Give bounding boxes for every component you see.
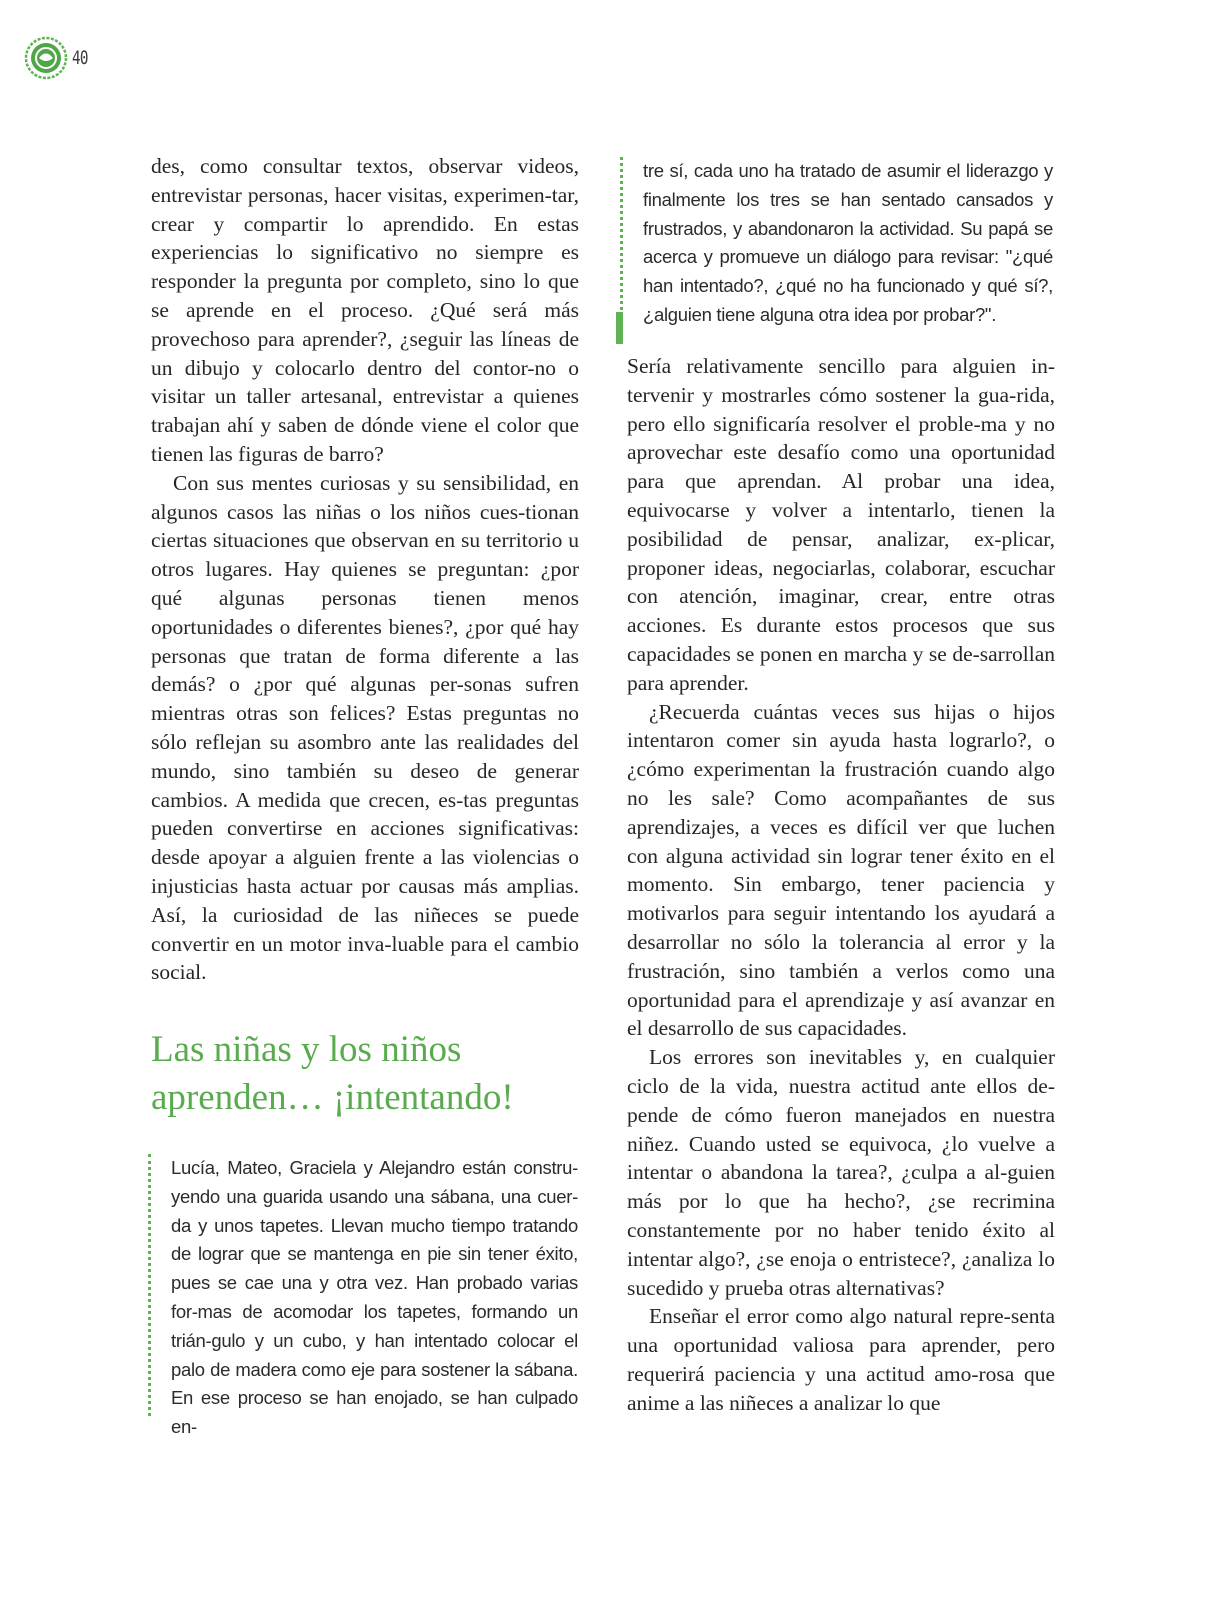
paragraph: Con sus mentes curiosas y su sensibilidad, en algunos casos las niñas o los niños cues-tionan ciertas situaciones que observan en su territorio u otros lugares. Hay quienes se preguntan: ¿por qué algunas personas tienen menos oportunidades o diferentes bienes?, ¿por qué hay personas que tratan de forma diferente a las demás? o ¿por qué algunas per-sonas sufren mientras otras son felices? Estas preguntas no sólo reflejan su asombro ante las realidades del mundo, sino también su deseo de generar cambios. A medida que crecen, es-tas preguntas pueden convertirse en acciones significativas: desde apoyar a alguien frente a las violencias o injusticias hasta actuar por causas más amplias. Así, la curiosidad de las niñeces se puede convertir en un motor inva-luable para el cambio social. (151, 470, 579, 985)
paragraph: Sería relativamente sencillo para alguien in-tervenir y mostrarles cómo sostener la gua-rida, pero ello significaría resolver el proble-ma y no aprovechar este desafío como una oportunidad para que aprendan. Al probar una idea, equivocarse y volver a intentarlo, tienen la posibilidad de pensar, analizar, ex-plicar, proponer ideas, negociarlas, colaborar, escuchar con atención, imaginar, crear, entre otras acciones. Es durante estos procesos que sus capacidades se ponen en marcha y se de-sarrollan para aprender. (627, 354, 1055, 695)
right-column (627, 352, 1055, 1417)
story-text: Lucía, Mateo, Graciela y Alejandro están constru-yendo una guarida usando una sábana, una cuer-da y unos tapetes. Llevan mucho tiempo tratando de lograr que se mantenga en pie sin tener éxito, pues se cae una y otra vez. Han probado varias for-mas de acomodar los tapetes, formando un trián-gulo y un cubo, y han intentado colocar el palo de madera como eje para sostener la sábana. En ese proceso se han enojado, se han culpado en- (171, 1157, 578, 1438)
paragraph: ¿Recuerda cuántas veces sus hijas o hijos intentaron comer sin ayuda hasta lograrlo?, o ¿cómo experimentan la frustración cuando algo no les sale? Como acompañantes de sus aprendizajes, a veces es difícil ver que luchen con alguna actividad sin lograr tener éxito en el momento. Sin embargo, tener paciencia y motivarlos para seguir intentando los ayudará a desarrollar no sólo la tolerancia al error y la frustración, sino también a verlos como una oportunidad para el aprendizaje y así avanzar en el desarrollo de sus capacidades. (627, 699, 1055, 1041)
page-header (24, 36, 93, 80)
paragraph: Enseñar el error como algo natural repre-senta una oportunidad valiosa para aprender, pero requerirá paciencia y una actitud amo-rosa que anime a las niñeces a analizar lo que (627, 1304, 1055, 1415)
paragraph: Los errores son inevitables y, en cualquier ciclo de la vida, nuestra actitud ante ellos de-pende de cómo fueron manejados en nuestra niñez. Cuando usted se equivoca, ¿lo vuelve a intentar o abandona la tarea?, ¿culpa a al-guien más por lo que ha hecho?, ¿se recrimina constantemente por no haber tenido éxito al intentar algo?, ¿se enoja o entristece?, ¿analiza lo sucedido y prueba otras alternativas? (627, 1045, 1055, 1300)
paragraph: des, como consultar textos, observar videos, entrevistar personas, hacer visitas, experimen-tar, crear y compartir lo aprendido. En estas experiencias lo significativo no siempre es responder la pregunta por completo, sino lo que se aprende en el proceso. ¿Qué será más provechoso para aprender?, ¿seguir las líneas de un dibujo y colocarlo dentro del contor-no o visitar un taller artesanal, entrevistar a quienes trabajan ahí y saben de dónde viene el color que tienen las figuras de barro? (151, 154, 579, 466)
story-box-part-a (148, 1154, 578, 1438)
story-box-part-b (620, 157, 1053, 340)
section-title: Las niñas y los niños aprenden… ¡intentando! (151, 1029, 514, 1118)
page-number: 40 (72, 47, 88, 69)
story-text: tre sí, cada uno ha tratado de asumir el liderazgo y finalmente los tres se han sentado cansados y frustrados, y abandonaron la actividad. Su papá se acerca y promueve un diálogo para revisar: "¿qué han intentado?, ¿qué no ha funcionado y qué sí?, ¿alguien tiene alguna otra idea por probar?". (643, 160, 1053, 325)
emblem-icon (24, 36, 68, 80)
left-column (151, 152, 579, 987)
accent-bar (616, 312, 623, 344)
